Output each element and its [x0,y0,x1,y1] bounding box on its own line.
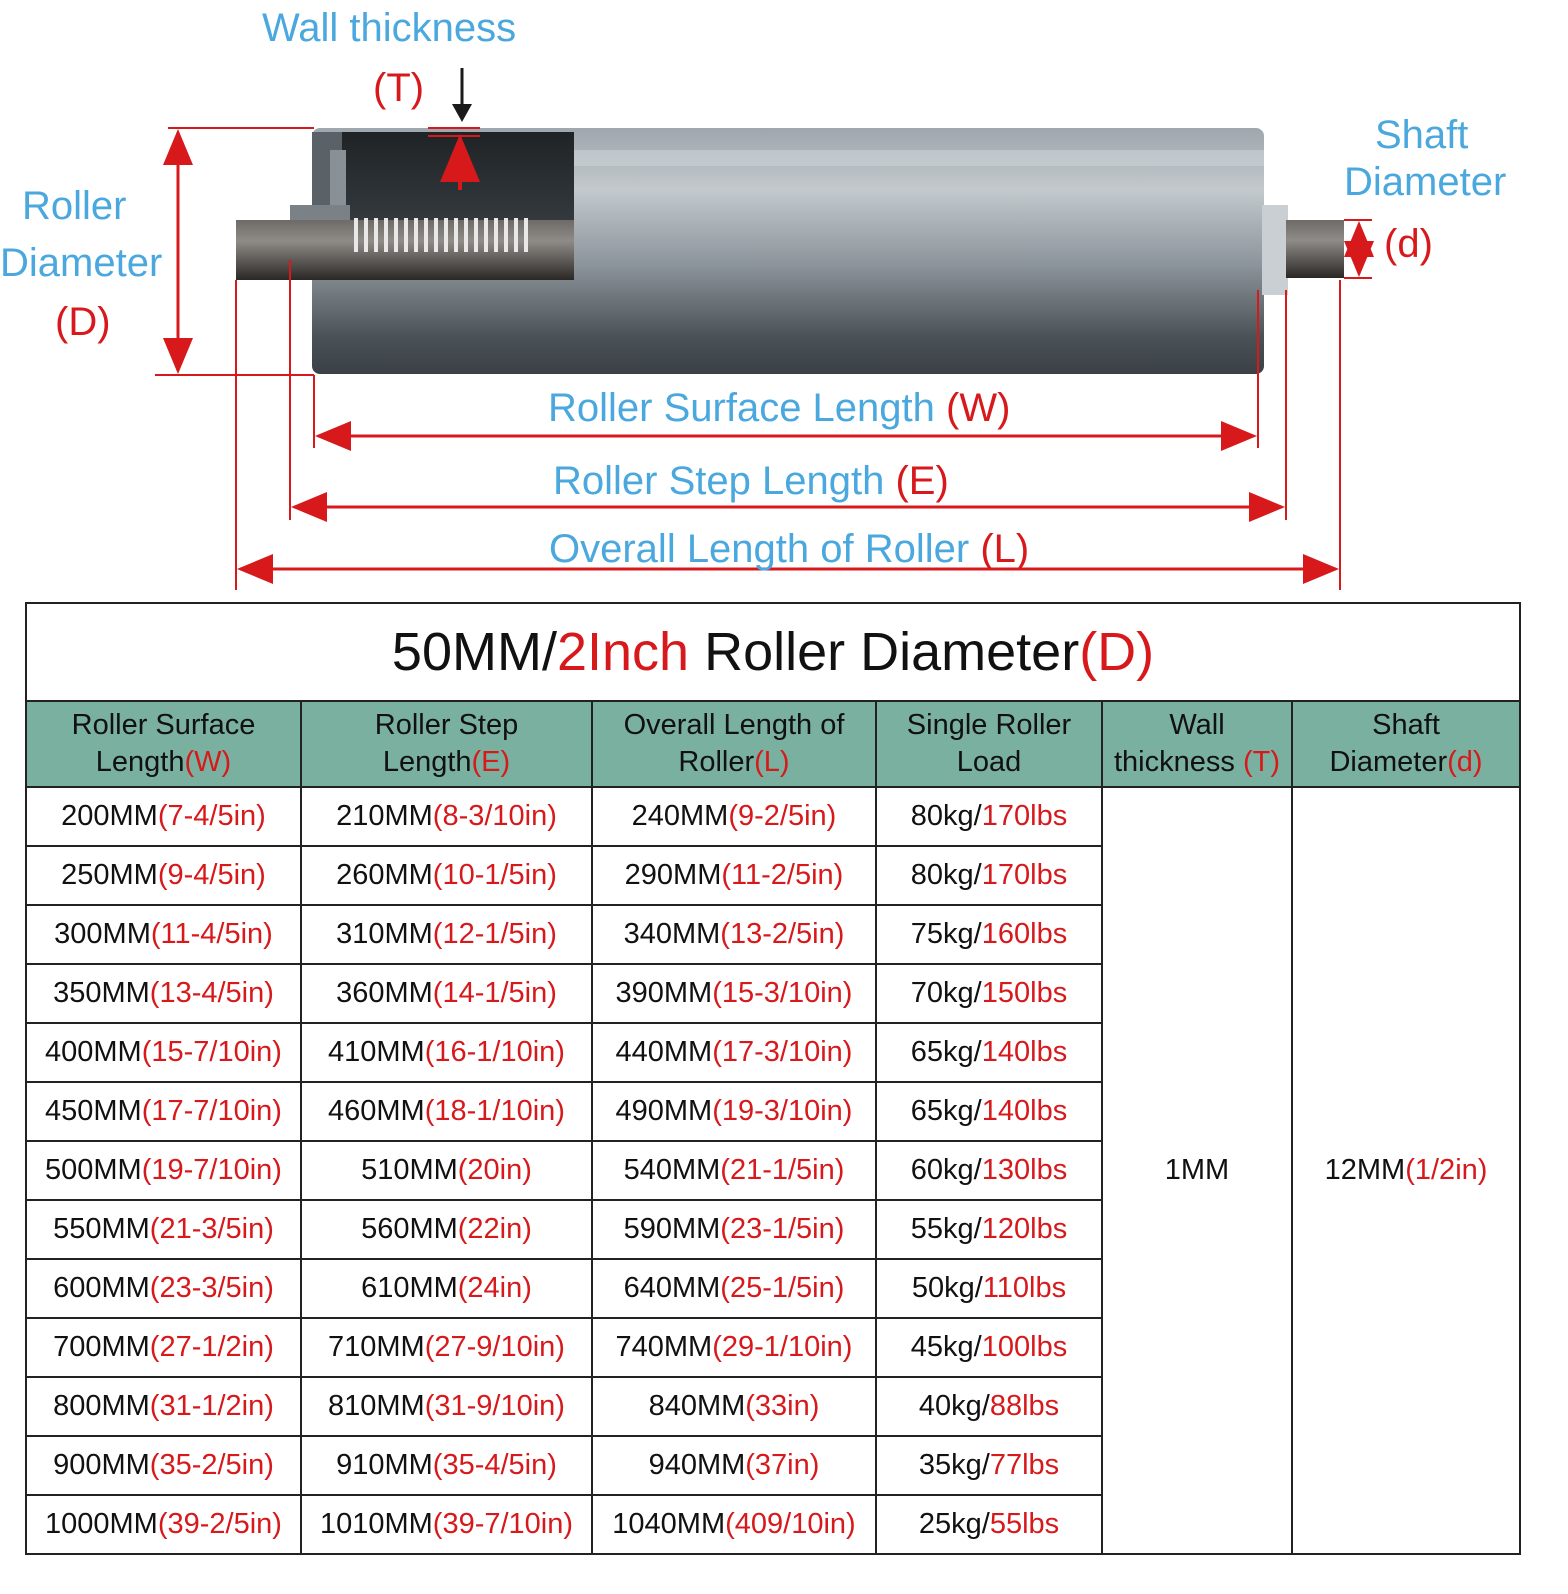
title-part-mm: 50MM/ [391,622,557,682]
value-lbs: 170lbs [981,859,1068,891]
value-kg: 80kg/ [910,800,982,832]
cell-roller-load [876,1436,1102,1495]
table-row [26,787,1520,846]
cell-roller-load [876,787,1102,846]
value-in: (35-4/5in) [432,1449,557,1481]
value-mm: 260MM [336,859,433,891]
cell-shaft-diameter [1292,787,1520,1554]
header-line2: Roller [678,746,755,778]
cell-step-length [301,1436,592,1495]
header-line2: Load [956,746,1022,778]
value-in: (25-1/5in) [720,1272,845,1304]
cell-surface-length [26,1495,301,1554]
roller-diagram [0,0,1568,600]
overall-length-label [549,529,1029,569]
value-mm: 450MM [45,1095,142,1127]
title-part-text: Roller Diameter [689,622,1080,682]
value-lbs: 150lbs [981,977,1068,1009]
value-in: (16-1/10in) [424,1036,565,1068]
value-in: (17-7/10in) [141,1095,282,1127]
value-in: (27-9/10in) [424,1331,565,1363]
cell-overall-length [592,846,876,905]
value-in: (12-1/5in) [432,918,557,950]
cell-step-length [301,1259,592,1318]
header-symbol: (d) [1447,746,1483,778]
value-in: (31-1/2in) [149,1390,274,1422]
cell-surface-length [26,905,301,964]
value-in: (24in) [457,1272,532,1304]
header-symbol: (W) [184,746,232,778]
cell-overall-length [592,1318,876,1377]
value-mm: 510MM [361,1154,458,1186]
cell-overall-length [592,905,876,964]
value-in: (19-7/10in) [141,1154,282,1186]
value-mm: 740MM [615,1331,713,1363]
value-kg: 40kg/ [918,1390,990,1422]
value-in: (33in) [745,1390,820,1422]
value-mm: 550MM [53,1213,150,1245]
cell-roller-load [876,1082,1102,1141]
value-kg: 65kg/ [910,1095,982,1127]
value-in: (10-1/5in) [432,859,557,891]
value-mm: 840MM [648,1390,746,1422]
cell-surface-length [26,1318,301,1377]
value-in: (21-1/5in) [720,1154,845,1186]
cell-surface-length [26,1200,301,1259]
cell-surface-length [26,1023,301,1082]
value-mm: 600MM [53,1272,150,1304]
shaft-diameter-symbol: (d) [1384,222,1433,266]
value-kg: 60kg/ [910,1154,982,1186]
header-line1: Single Roller [906,709,1072,741]
value-mm: 410MM [328,1036,425,1068]
value-lbs: 120lbs [981,1213,1068,1245]
table-title [26,603,1520,701]
value-in: (31-9/10in) [424,1390,565,1422]
value-mm: 1010MM [319,1508,433,1540]
header-line2: thickness [1114,746,1243,778]
value-mm: 200MM [61,800,158,832]
wall-thickness-symbol: (T) [373,66,425,110]
value-kg: 50kg/ [911,1272,983,1304]
value-mm: 340MM [623,918,721,950]
spec-table-body [26,787,1520,1554]
value-lbs: 77lbs [989,1449,1060,1481]
header-overall-length [592,701,876,787]
value-in: (8-3/10in) [432,800,557,832]
value-mm: 1000MM [45,1508,158,1540]
value-in: (39-7/10in) [432,1508,574,1540]
header-line1: Shaft [1372,709,1440,741]
cell-overall-length [592,1436,876,1495]
down-arrow-icon [452,68,472,122]
value-mm: 460MM [328,1095,425,1127]
value-in: (23-1/5in) [720,1213,845,1245]
surface-length-symbol: (W) [946,386,1011,430]
header-symbol: (E) [471,746,511,778]
value-in: (11-4/5in) [150,918,273,950]
value-in: (27-1/2in) [149,1331,274,1363]
cell-roller-load [876,1377,1102,1436]
value-mm: 240MM [631,800,729,832]
title-part-inch: 2Inch [556,622,690,682]
value-kg: 70kg/ [910,977,982,1009]
cell-overall-length [592,1200,876,1259]
cell-roller-load [876,905,1102,964]
overall-length-symbol: (L) [980,527,1030,571]
roller-diameter-symbol: (D) [55,300,111,344]
value-lbs: 100lbs [981,1331,1068,1363]
value-lbs: 140lbs [981,1095,1068,1127]
value-in: (15-3/10in) [712,977,853,1009]
shaft-diameter-label-line2: Diameter [1344,160,1507,204]
value-mm: 590MM [623,1213,721,1245]
cell-step-length [301,1495,592,1554]
value-kg: 45kg/ [910,1331,982,1363]
header-line2: Length [382,746,472,778]
cell-surface-length [26,1141,301,1200]
cell-wall-thickness [1102,787,1292,1554]
spec-table [25,602,1521,1555]
cell-surface-length [26,964,301,1023]
cell-roller-load [876,1318,1102,1377]
cell-overall-length [592,1259,876,1318]
value-lbs: 110lbs [982,1272,1067,1304]
value-lbs: 140lbs [981,1036,1068,1068]
value-mm: 1040MM [612,1508,726,1540]
roller-diameter-label-line2: Diameter [0,241,163,285]
cell-surface-length [26,787,301,846]
step-length-symbol: (E) [895,459,949,503]
cell-overall-length [592,1082,876,1141]
cell-overall-length [592,1495,876,1554]
value-mm: 360MM [336,977,433,1009]
surface-length-text: Roller Surface Length [548,386,947,430]
value-mm: 560MM [361,1213,458,1245]
value-mm: 290MM [624,859,722,891]
value-kg: 55kg/ [910,1213,982,1245]
cell-step-length [301,1141,592,1200]
step-length-label [553,461,949,501]
cell-step-length [301,964,592,1023]
cell-overall-length [592,1377,876,1436]
header-wall-thickness [1102,701,1292,787]
value-in: (18-1/10in) [424,1095,565,1127]
value-lbs: 88lbs [989,1390,1060,1422]
surface-length-label [548,388,1010,428]
cell-surface-length [26,1259,301,1318]
value-mm: 940MM [648,1449,746,1481]
value-kg: 65kg/ [910,1036,982,1068]
header-line2: Diameter [1329,746,1448,778]
value-mm: 700MM [53,1331,150,1363]
cell-surface-length [26,1377,301,1436]
value-mm: 440MM [615,1036,713,1068]
value-mm: 900MM [53,1449,150,1481]
header-line1: Roller Step [374,709,519,741]
wall-thickness-value: 1MM [1164,1154,1230,1186]
header-symbol: (L) [754,746,790,778]
cell-step-length [301,1200,592,1259]
value-lbs: 160lbs [981,918,1068,950]
header-step-length [301,701,592,787]
cell-roller-load [876,1495,1102,1554]
value-mm: 610MM [361,1272,458,1304]
value-mm: 310MM [336,918,433,950]
cell-roller-load [876,1141,1102,1200]
header-roller-load [876,701,1102,787]
header-symbol: (T) [1242,746,1280,778]
cell-overall-length [592,1023,876,1082]
cell-roller-load [876,846,1102,905]
header-surface-length [26,701,301,787]
value-mm: 400MM [45,1036,142,1068]
cell-step-length [301,846,592,905]
cell-step-length [301,905,592,964]
value-mm: 210MM [336,800,433,832]
value-lbs: 55lbs [989,1508,1060,1540]
cell-surface-length [26,1082,301,1141]
value-in: (9-4/5in) [157,859,266,891]
value-mm: 910MM [336,1449,433,1481]
cell-step-length [301,1377,592,1436]
shaft-value-in: (1/2in) [1405,1154,1488,1186]
value-mm: 500MM [45,1154,142,1186]
value-kg: 25kg/ [918,1508,990,1540]
value-in: (39-2/5in) [157,1508,282,1540]
cell-step-length [301,1023,592,1082]
cell-overall-length [592,964,876,1023]
value-mm: 640MM [623,1272,721,1304]
value-in: (20in) [457,1154,532,1186]
cell-surface-length [26,1436,301,1495]
cell-overall-length [592,787,876,846]
value-in: (37in) [745,1449,820,1481]
value-in: (19-3/10in) [712,1095,853,1127]
cell-surface-length [26,846,301,905]
value-in: (21-3/5in) [149,1213,274,1245]
value-mm: 490MM [615,1095,713,1127]
value-mm: 300MM [54,918,151,950]
value-mm: 810MM [328,1390,425,1422]
cell-roller-load [876,1023,1102,1082]
value-in: (409/10in) [725,1508,856,1540]
value-kg: 75kg/ [910,918,982,950]
cell-roller-load [876,1200,1102,1259]
cell-overall-length [592,1141,876,1200]
overall-length-text: Overall Length of Roller [549,527,981,571]
wall-thickness-label: Wall thickness [262,6,517,50]
value-kg: 35kg/ [918,1449,990,1481]
value-in: (7-4/5in) [157,800,266,832]
value-mm: 710MM [328,1331,425,1363]
value-in: (11-2/5in) [721,859,844,891]
shaft-diameter-label-line1: Shaft [1375,113,1469,157]
shaft-value-mm: 12MM [1324,1154,1406,1186]
header-shaft-diameter [1292,701,1520,787]
value-in: (29-1/10in) [712,1331,853,1363]
value-in: (15-7/10in) [141,1036,282,1068]
cell-roller-load [876,1259,1102,1318]
value-in: (17-3/10in) [712,1036,853,1068]
value-lbs: 170lbs [981,800,1068,832]
value-kg: 80kg/ [910,859,982,891]
cell-step-length [301,1082,592,1141]
header-line1: Overall Length of [623,709,845,741]
header-line1: Roller Surface [71,709,256,741]
value-lbs: 130lbs [981,1154,1068,1186]
value-in: (23-3/5in) [149,1272,274,1304]
cell-step-length [301,1318,592,1377]
step-length-text: Roller Step Length [553,459,896,503]
value-in: (35-2/5in) [149,1449,274,1481]
title-part-symbol: (D) [1079,622,1155,682]
value-in: (13-4/5in) [149,977,274,1009]
value-mm: 800MM [53,1390,150,1422]
value-mm: 250MM [61,859,158,891]
header-line1: Wall [1169,709,1225,741]
value-in: (9-2/5in) [728,800,837,832]
roller-diameter-label-line1: Roller [22,184,127,228]
value-in: (14-1/5in) [432,977,557,1009]
cell-step-length [301,787,592,846]
value-in: (22in) [457,1213,532,1245]
header-line2: Length [95,746,185,778]
value-mm: 390MM [615,977,713,1009]
value-mm: 350MM [53,977,150,1009]
value-in: (13-2/5in) [720,918,845,950]
cell-roller-load [876,964,1102,1023]
value-mm: 540MM [623,1154,721,1186]
